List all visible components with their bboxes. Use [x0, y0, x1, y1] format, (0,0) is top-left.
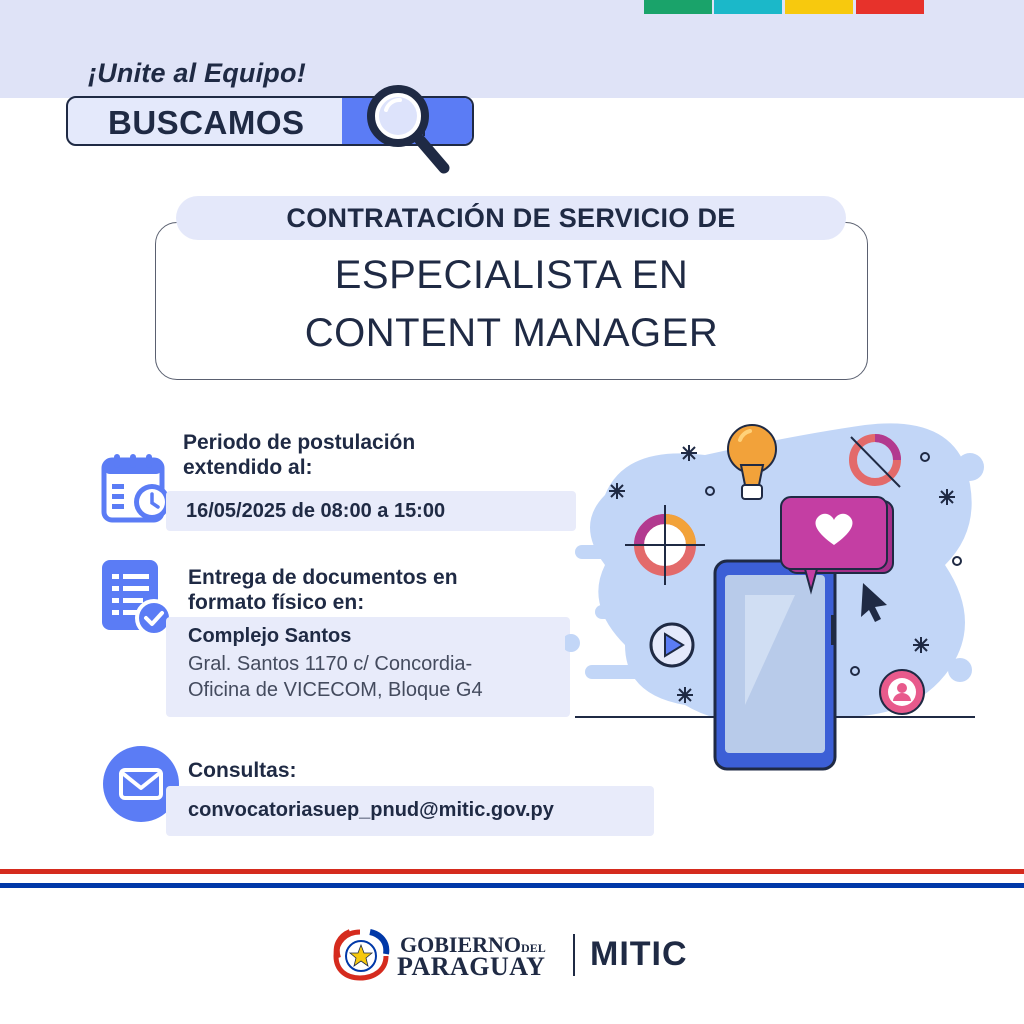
document-check-icon [100, 558, 172, 638]
flag-stripe-blue [0, 883, 1024, 888]
government-seal-icon [330, 928, 392, 982]
color-bar-green [644, 0, 712, 14]
tagline: ¡Unite al Equipo! [88, 58, 306, 88]
period-value-box [166, 491, 576, 531]
gov-del: DEL [521, 941, 546, 955]
period-label-1: Periodo de postulación [183, 431, 416, 454]
gov-line-1-text: GOBIERNO [400, 932, 522, 957]
contact-label: Consultas: [188, 759, 297, 782]
play-icon [651, 624, 693, 666]
calendar-clock-icon [100, 452, 176, 524]
period-value: 16/05/2025 de 08:00 a 15:00 [186, 500, 446, 522]
delivery-value-box [166, 617, 570, 717]
magnifier-icon [362, 80, 462, 180]
footer-divider [573, 934, 575, 976]
user-icon [880, 670, 924, 714]
delivery-address-1: Gral. Santos 1170 c/ Concordia- [188, 653, 473, 675]
smartphone-icon [715, 561, 836, 769]
period-label-2: extendido al: [183, 456, 313, 479]
title-box [155, 222, 868, 380]
color-bar-red [856, 0, 924, 14]
ministry-name: MITIC [590, 935, 688, 973]
subheading: CONTRATACIÓN DE SERVICIO DE [176, 196, 846, 240]
title-line-1: ESPECIALISTA EN [334, 253, 689, 297]
delivery-address-2: Oficina de VICECOM, Bloque G4 [188, 679, 483, 701]
title-line-2: CONTENT MANAGER [304, 311, 719, 355]
delivery-place: Complejo Santos [188, 625, 352, 647]
social-media-illustration [565, 405, 995, 785]
search-label: BUSCAMOS [108, 104, 305, 141]
contact-email[interactable]: convocatoriasuep_pnud@mitic.gov.py [188, 799, 554, 821]
gov-line-2: PARAGUAY [397, 952, 546, 981]
delivery-label-1: Entrega de documentos en [188, 566, 458, 589]
flag-stripe-red [0, 869, 1024, 874]
color-bar-yellow [785, 0, 853, 14]
color-bar-teal [714, 0, 782, 14]
delivery-label-2: formato físico en: [188, 591, 365, 614]
contact-value-box [166, 786, 654, 836]
